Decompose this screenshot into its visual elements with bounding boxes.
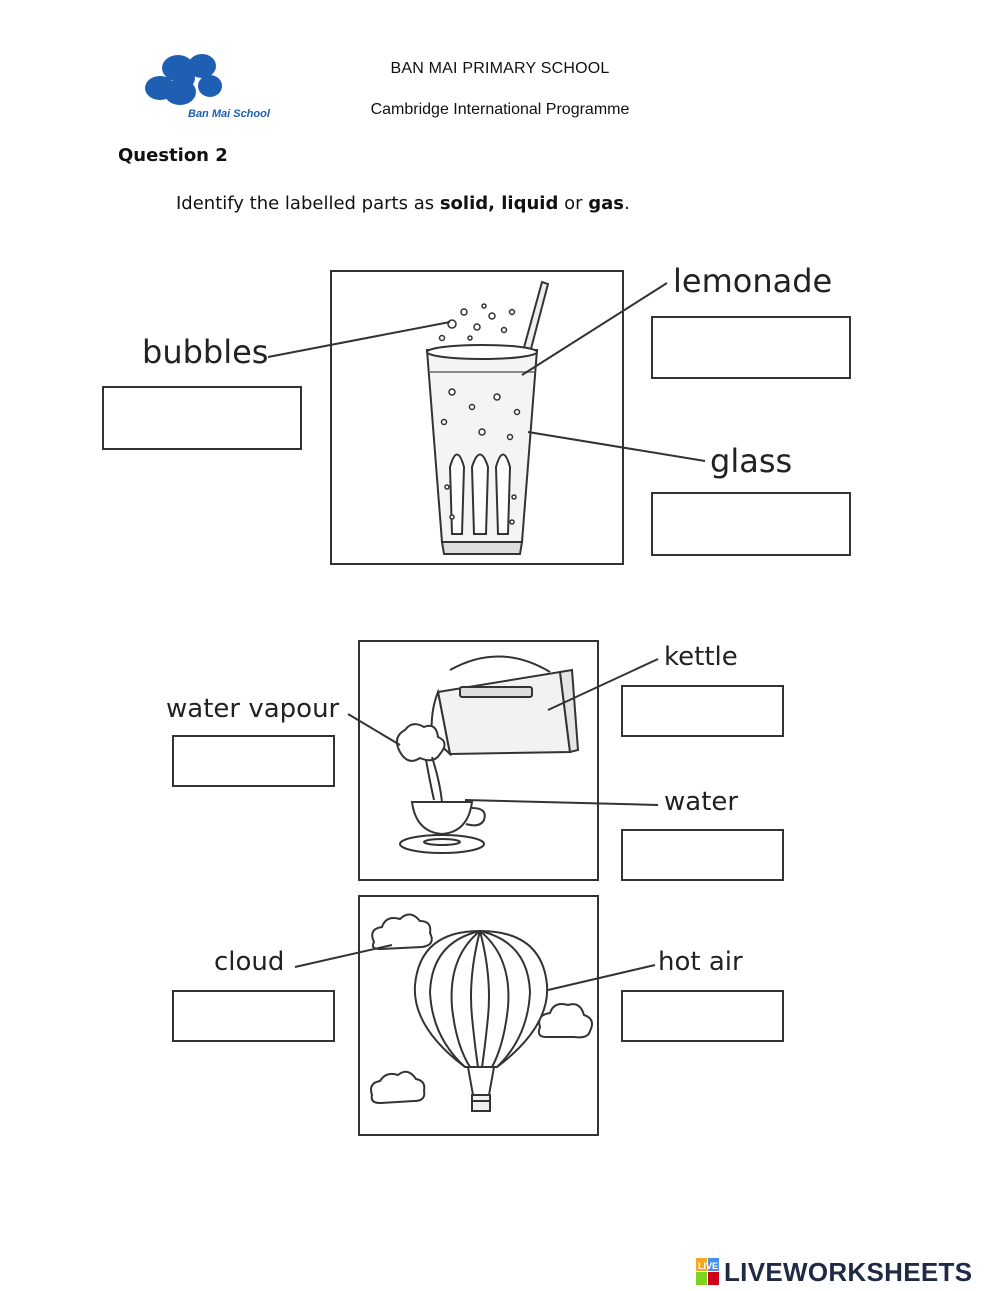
label-hot-air: hot air [658,947,743,977]
answer-box-hot-air[interactable] [621,990,784,1042]
answer-box-lemonade[interactable] [651,316,851,379]
instructions [176,193,630,214]
programme-name: Cambridge International Programme [370,101,630,118]
liveworksheets-text: LIVEWORKSHEETS [724,1256,973,1287]
answer-box-bubbles[interactable] [102,386,302,450]
liveworksheets-brand [696,1256,972,1288]
instruction-bold-gas: gas [588,193,624,214]
instruction-bold-solid-liquid: solid, liquid [439,193,559,214]
balloon-picture-frame [358,895,599,1136]
kettle-illustration [360,642,597,879]
label-kettle: kettle [664,642,738,672]
instruction-suffix: . [623,193,630,214]
instruction-middle: or [558,193,589,214]
school-logo [140,50,280,125]
hot-air-balloon-illustration [360,897,597,1134]
label-glass: glass [710,442,793,480]
liveworksheets-logo-icon [696,1258,720,1286]
flower-logo-icon [145,54,222,105]
brand-mark-text: LIVE [698,1261,719,1271]
lemonade-picture-frame [330,270,624,565]
school-name: BAN MAI PRIMARY SCHOOL [390,60,610,77]
answer-box-kettle[interactable] [621,685,784,737]
kettle-picture-frame [358,640,599,881]
logo-text: Ban Mai School [188,108,270,120]
answer-box-glass[interactable] [651,492,851,556]
label-bubbles: bubbles [142,333,269,371]
label-water-vapour: water vapour [166,694,340,724]
answer-box-water-vapour[interactable] [172,735,335,787]
question-title: Question 2 [118,145,228,166]
lemonade-glass-illustration [332,272,622,563]
answer-box-cloud[interactable] [172,990,335,1042]
label-lemonade: lemonade [673,262,833,300]
answer-box-water[interactable] [621,829,784,881]
label-water: water [664,787,739,817]
instruction-prefix: Identify the labelled parts as [176,193,440,214]
label-cloud: cloud [214,947,285,977]
